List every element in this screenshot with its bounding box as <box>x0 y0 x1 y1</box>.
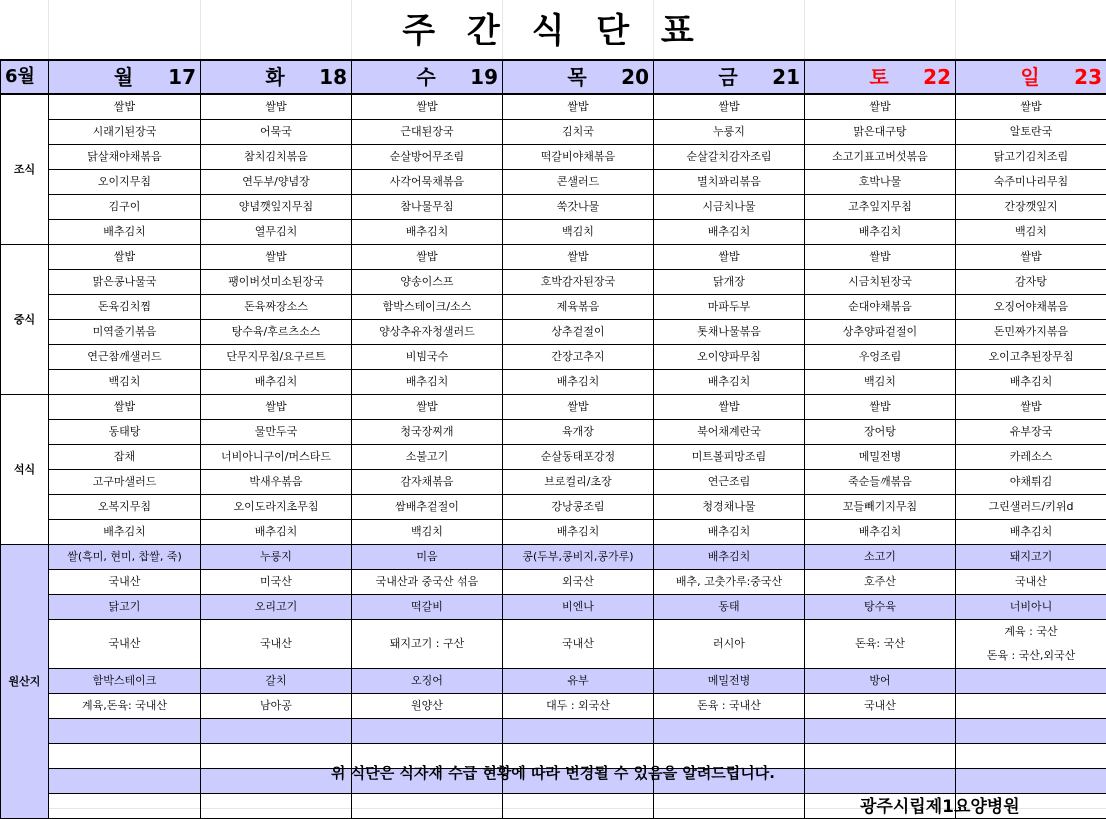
origin-cell: 탕수육 <box>805 595 956 620</box>
meal-label: 석식 <box>1 395 49 545</box>
menu-cell: 쌈배추겉절이 <box>352 495 503 520</box>
origin-cell-line: 돈육 : 국산,외국산 <box>956 644 1106 668</box>
menu-cell: 미트볼피망조림 <box>654 445 805 470</box>
menu-cell: 죽순들깨볶음 <box>805 470 956 495</box>
menu-cell: 배추김치 <box>352 220 503 245</box>
origin-cell: 외국산 <box>503 570 654 595</box>
menu-cell: 간장고추지 <box>503 345 654 370</box>
origin-cell: 함박스테이크 <box>49 669 201 694</box>
menu-cell: 순살동태포강정 <box>503 445 654 470</box>
menu-cell: 장어탕 <box>805 420 956 445</box>
menu-cell: 청국장찌개 <box>352 420 503 445</box>
day-name: 화 <box>201 61 319 93</box>
origin-cell: 국내산 <box>956 570 1106 595</box>
origin-cell: 국내산 <box>805 694 956 719</box>
menu-cell: 감자채볶음 <box>352 470 503 495</box>
origin-cell: 국내산 <box>201 620 352 669</box>
menu-cell: 고추잎지무침 <box>805 195 956 220</box>
origin-cell: 국내산 <box>49 570 201 595</box>
day-name: 수 <box>352 61 470 93</box>
origin-cell <box>49 794 201 819</box>
menu-cell: 배추김치 <box>956 370 1106 395</box>
menu-cell: 닭고기김치조림 <box>956 145 1106 170</box>
menu-cell: 소고기표고버섯볶음 <box>805 145 956 170</box>
menu-cell: 육개장 <box>503 420 654 445</box>
origin-cell: 배추김치 <box>654 545 805 570</box>
menu-cell: 강낭콩조림 <box>503 495 654 520</box>
menu-cell: 쌀밥 <box>352 395 503 420</box>
origin-cell: 갈치 <box>201 669 352 694</box>
day-header-4 <box>503 60 654 94</box>
menu-cell: 쌀밥 <box>805 245 956 270</box>
origin-row <box>1 620 1106 669</box>
origin-cell <box>352 794 503 819</box>
menu-cell: 쌀밥 <box>654 245 805 270</box>
menu-cell: 쌀밥 <box>352 94 503 120</box>
origin-cell <box>654 719 805 744</box>
origin-cell <box>956 694 1106 719</box>
menu-cell: 쌀밥 <box>503 245 654 270</box>
menu-row <box>1 170 1106 195</box>
menu-cell: 쌀밥 <box>956 395 1106 420</box>
menu-row <box>1 94 1106 120</box>
menu-cell: 배추김치 <box>805 520 956 545</box>
menu-cell: 쌀밥 <box>956 245 1106 270</box>
menu-cell: 숙주미나리무침 <box>956 170 1106 195</box>
menu-cell: 쌀밥 <box>49 94 201 120</box>
menu-cell: 잡채 <box>49 445 201 470</box>
origin-cell: 메밀전병 <box>654 669 805 694</box>
menu-cell: 쌀밥 <box>805 94 956 120</box>
menu-cell: 김치국 <box>503 120 654 145</box>
menu-cell: 비빔국수 <box>352 345 503 370</box>
day-name: 월 <box>49 61 168 93</box>
origin-cell: 돈육: 국산 <box>805 620 956 669</box>
menu-cell: 쌀밥 <box>49 395 201 420</box>
day-date: 22 <box>923 61 951 93</box>
origin-cell: 소고기 <box>805 545 956 570</box>
day-header-3 <box>352 60 503 94</box>
menu-cell: 배추김치 <box>956 520 1106 545</box>
origin-cell: 비엔나 <box>503 595 654 620</box>
hospital-name: 광주시립제1요양병원 <box>860 792 1020 817</box>
menu-cell: 쌀밥 <box>503 395 654 420</box>
menu-cell: 배추김치 <box>201 520 352 545</box>
menu-cell: 유부장국 <box>956 420 1106 445</box>
menu-row <box>1 120 1106 145</box>
origin-row <box>1 545 1106 570</box>
menu-cell: 돈민짜가지볶음 <box>956 320 1106 345</box>
menu-cell: 물만두국 <box>201 420 352 445</box>
origin-cell: 콩(두부,콩비지,콩가루) <box>503 545 654 570</box>
menu-cell: 돈육짜장소스 <box>201 295 352 320</box>
menu-row <box>1 145 1106 170</box>
menu-cell: 백김치 <box>49 370 201 395</box>
origin-cell: 오리고기 <box>201 595 352 620</box>
menu-cell: 시래기된장국 <box>49 120 201 145</box>
menu-cell: 맑은콩나물국 <box>49 270 201 295</box>
menu-cell: 그린샐러드/키위d <box>956 495 1106 520</box>
menu-cell: 오복지무침 <box>49 495 201 520</box>
menu-cell: 순대야채볶음 <box>805 295 956 320</box>
menu-cell: 열무김치 <box>201 220 352 245</box>
menu-cell: 쌀밥 <box>49 245 201 270</box>
menu-cell: 카레소스 <box>956 445 1106 470</box>
menu-cell: 어묵국 <box>201 120 352 145</box>
menu-cell: 청경채나물 <box>654 495 805 520</box>
day-date: 19 <box>470 61 498 93</box>
menu-cell: 양송이스프 <box>352 270 503 295</box>
menu-cell: 배추김치 <box>805 220 956 245</box>
origin-cell: 계육,돈육: 국내산 <box>49 694 201 719</box>
menu-cell: 탕수육/후르츠소스 <box>201 320 352 345</box>
menu-cell: 간장깻잎지 <box>956 195 1106 220</box>
day-date: 18 <box>319 61 347 93</box>
menu-cell: 톳채나물볶음 <box>654 320 805 345</box>
menu-cell: 박새우볶음 <box>201 470 352 495</box>
origin-cell <box>352 719 503 744</box>
origin-cell: 동태 <box>654 595 805 620</box>
origin-cell: 러시아 <box>654 620 805 669</box>
menu-cell: 배추김치 <box>654 520 805 545</box>
menu-cell: 배추김치 <box>503 520 654 545</box>
menu-row <box>1 320 1106 345</box>
origin-cell: 오징어 <box>352 669 503 694</box>
menu-cell: 꼬들빼기지무침 <box>805 495 956 520</box>
origin-row <box>1 595 1106 620</box>
menu-cell: 브로컬리/초장 <box>503 470 654 495</box>
menu-cell: 닭개장 <box>654 270 805 295</box>
menu-cell: 배추김치 <box>503 370 654 395</box>
menu-cell: 메밀전병 <box>805 445 956 470</box>
origin-cell: 돈육 : 국내산 <box>654 694 805 719</box>
menu-cell: 콘샐러드 <box>503 170 654 195</box>
menu-cell: 배추김치 <box>49 520 201 545</box>
day-date: 20 <box>621 61 649 93</box>
origin-cell: 호주산 <box>805 570 956 595</box>
origin-cell: 미국산 <box>201 570 352 595</box>
menu-cell: 동태탕 <box>49 420 201 445</box>
menu-cell: 너비아니구이/머스타드 <box>201 445 352 470</box>
origin-cell: 미음 <box>352 545 503 570</box>
menu-cell: 배추김치 <box>49 220 201 245</box>
menu-cell: 마파두부 <box>654 295 805 320</box>
menu-cell: 사각어묵채볶음 <box>352 170 503 195</box>
menu-cell: 양념깻잎지무침 <box>201 195 352 220</box>
day-name: 일 <box>956 61 1074 93</box>
origin-cell: 닭고기 <box>49 595 201 620</box>
day-header-7 <box>956 60 1106 94</box>
menu-cell: 오이도라지초무침 <box>201 495 352 520</box>
menu-cell: 떡갈비야채볶음 <box>503 145 654 170</box>
origin-cell: 떡갈비 <box>352 595 503 620</box>
origin-cell: 누룽지 <box>201 545 352 570</box>
day-header-2 <box>201 60 352 94</box>
menu-row <box>1 370 1106 395</box>
menu-cell: 시금치된장국 <box>805 270 956 295</box>
menu-cell: 맑은대구탕 <box>805 120 956 145</box>
menu-cell: 감자탕 <box>956 270 1106 295</box>
menu-cell: 쌀밥 <box>956 94 1106 120</box>
origin-cell: 국내산과 중국산 섞음 <box>352 570 503 595</box>
menu-cell: 소불고기 <box>352 445 503 470</box>
origin-cell: 국내산 <box>503 620 654 669</box>
menu-cell: 배추김치 <box>201 370 352 395</box>
menu-cell: 참나물무침 <box>352 195 503 220</box>
origin-cell: 원양산 <box>352 694 503 719</box>
origin-row <box>1 719 1106 744</box>
menu-row <box>1 420 1106 445</box>
menu-cell: 함박스테이크/소스 <box>352 295 503 320</box>
menu-cell: 연근참깨샐러드 <box>49 345 201 370</box>
origin-label: 원산지 <box>1 545 49 819</box>
menu-cell: 상추겉절이 <box>503 320 654 345</box>
menu-cell: 김구이 <box>49 195 201 220</box>
menu-cell: 근대된장국 <box>352 120 503 145</box>
menu-cell: 우엉조림 <box>805 345 956 370</box>
menu-cell: 팽이버섯미소된장국 <box>201 270 352 295</box>
menu-cell: 쌀밥 <box>201 245 352 270</box>
day-header-row <box>1 60 1106 94</box>
origin-cell <box>654 794 805 819</box>
month-label: 6월 <box>1 60 49 94</box>
origin-cell <box>805 719 956 744</box>
origin-cell: 쌀(흑미, 현미, 찹쌀, 죽) <box>49 545 201 570</box>
origin-row <box>1 694 1106 719</box>
menu-cell: 고구마샐러드 <box>49 470 201 495</box>
menu-cell: 쌀밥 <box>201 94 352 120</box>
menu-cell: 야채튀김 <box>956 470 1106 495</box>
origin-cell: 국내산 <box>49 620 201 669</box>
menu-row <box>1 395 1106 420</box>
day-name: 금 <box>654 61 772 93</box>
origin-cell <box>956 620 1106 669</box>
menu-cell: 쌀밥 <box>805 395 956 420</box>
notice-text: 위 식단은 식자재 수급 현황에 따라 변경될 수 있음을 알려드립니다. <box>0 762 1106 783</box>
origin-cell: 너비아니 <box>956 595 1106 620</box>
menu-cell: 돈육김치찜 <box>49 295 201 320</box>
meal-label: 조식 <box>1 94 49 245</box>
menu-cell: 오이지무침 <box>49 170 201 195</box>
menu-cell: 백김치 <box>352 520 503 545</box>
day-name: 목 <box>503 61 621 93</box>
origin-cell <box>503 794 654 819</box>
origin-cell: 돼지고기 : 구산 <box>352 620 503 669</box>
day-date: 17 <box>168 61 196 93</box>
menu-row <box>1 345 1106 370</box>
menu-cell: 백김치 <box>805 370 956 395</box>
menu-row <box>1 270 1106 295</box>
menu-row <box>1 495 1106 520</box>
menu-row <box>1 470 1106 495</box>
menu-cell: 백김치 <box>503 220 654 245</box>
menu-cell: 시금치나물 <box>654 195 805 220</box>
menu-row <box>1 245 1106 270</box>
day-header-1 <box>49 60 201 94</box>
day-header-6 <box>805 60 956 94</box>
origin-cell <box>956 669 1106 694</box>
menu-row <box>1 220 1106 245</box>
menu-cell: 쌀밥 <box>654 94 805 120</box>
origin-cell: 남아공 <box>201 694 352 719</box>
menu-cell: 단무지무침/요구르트 <box>201 345 352 370</box>
meal-label: 중식 <box>1 245 49 395</box>
origin-cell-line: 계육 : 국산 <box>956 620 1106 644</box>
origin-cell: 돼지고기 <box>956 545 1106 570</box>
origin-cell: 배추, 고춧가루:중국산 <box>654 570 805 595</box>
menu-cell: 쌀밥 <box>352 245 503 270</box>
menu-cell: 연근조림 <box>654 470 805 495</box>
menu-cell: 쌀밥 <box>503 94 654 120</box>
page-title: 주 간 식 단 표 <box>0 0 1106 58</box>
menu-cell: 쑥갓나물 <box>503 195 654 220</box>
menu-row <box>1 195 1106 220</box>
menu-cell: 참치김치볶음 <box>201 145 352 170</box>
menu-cell: 오이양파무침 <box>654 345 805 370</box>
menu-cell: 쌀밥 <box>201 395 352 420</box>
day-header-5 <box>654 60 805 94</box>
menu-cell: 배추김치 <box>654 220 805 245</box>
menu-cell: 오징어야채볶음 <box>956 295 1106 320</box>
menu-cell: 호박감자된장국 <box>503 270 654 295</box>
origin-cell <box>201 794 352 819</box>
day-name: 토 <box>805 61 923 93</box>
menu-cell: 북어채계란국 <box>654 420 805 445</box>
menu-cell: 상추양파겉절이 <box>805 320 956 345</box>
menu-cell: 누룽지 <box>654 120 805 145</box>
menu-cell: 양상추유자청샐러드 <box>352 320 503 345</box>
menu-cell: 닭살채야채볶음 <box>49 145 201 170</box>
menu-cell: 호박나물 <box>805 170 956 195</box>
origin-row <box>1 570 1106 595</box>
menu-cell: 오이고추된장무침 <box>956 345 1106 370</box>
menu-row <box>1 445 1106 470</box>
menu-cell: 쌀밥 <box>654 395 805 420</box>
day-date: 23 <box>1074 61 1102 93</box>
menu-cell: 배추김치 <box>352 370 503 395</box>
menu-cell: 제육볶음 <box>503 295 654 320</box>
origin-cell <box>49 719 201 744</box>
menu-cell: 연두부/양념장 <box>201 170 352 195</box>
origin-row <box>1 669 1106 694</box>
menu-cell: 알토란국 <box>956 120 1106 145</box>
menu-row <box>1 295 1106 320</box>
menu-cell: 배추김치 <box>654 370 805 395</box>
weekly-menu-table <box>0 59 1106 819</box>
origin-cell <box>956 719 1106 744</box>
menu-cell: 순살방어무조림 <box>352 145 503 170</box>
menu-cell: 미역줄기볶음 <box>49 320 201 345</box>
origin-cell <box>503 719 654 744</box>
menu-cell: 백김치 <box>956 220 1106 245</box>
origin-cell: 방어 <box>805 669 956 694</box>
menu-row <box>1 520 1106 545</box>
origin-cell: 대두 : 외국산 <box>503 694 654 719</box>
menu-cell: 순살갈치감자조림 <box>654 145 805 170</box>
origin-cell: 유부 <box>503 669 654 694</box>
origin-cell <box>201 719 352 744</box>
day-date: 21 <box>772 61 800 93</box>
menu-cell: 멸치꽈리볶음 <box>654 170 805 195</box>
